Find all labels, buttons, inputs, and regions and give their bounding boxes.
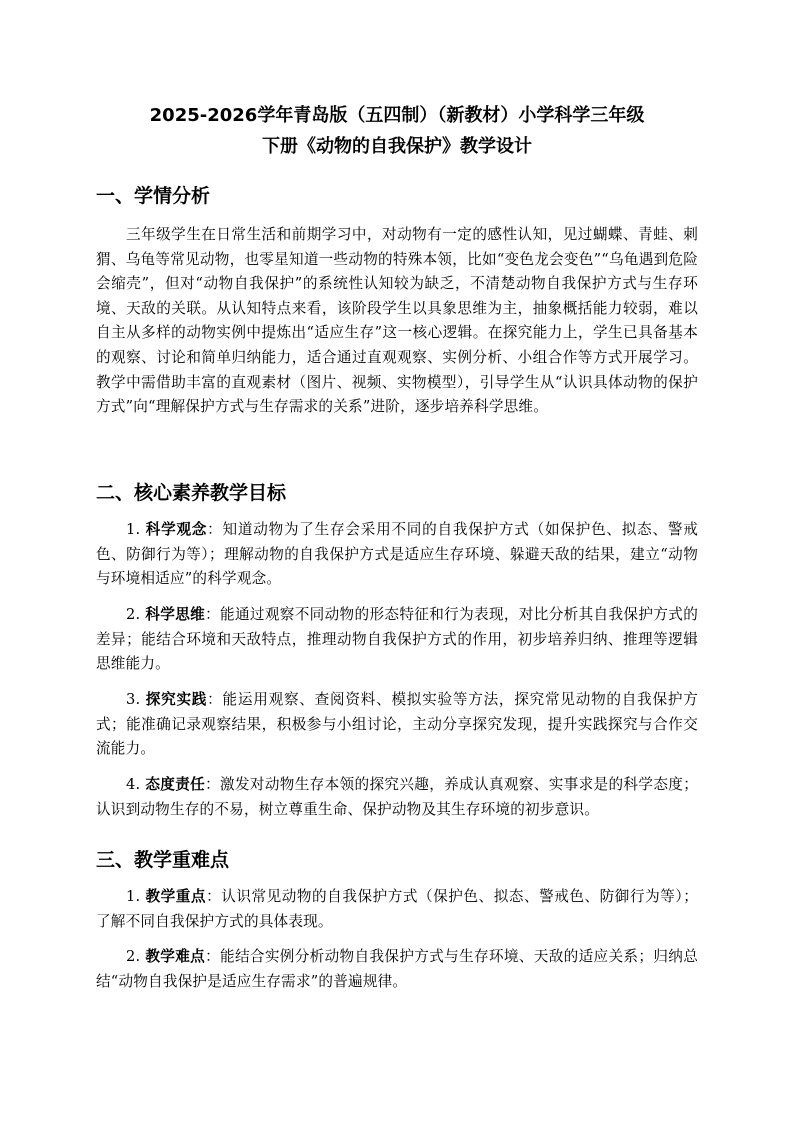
goal-item — [96, 688, 698, 762]
keypoint-item — [96, 885, 698, 934]
goal-item-label: 科学思维 — [145, 606, 206, 623]
goal-item-text: ：能通过观察不同动物的形态特征和行为表现，对比分析其自我保护方式的差异；能结合环境和天敌特点，推理动物自我保护方式的作用，初步培养归纳、推理等逻辑思维能力。 — [96, 606, 698, 673]
keypoint-item-text: ：认识常见动物的自我保护方式（保护色、拟态、警戒色、防御行为等）；了解不同自我保护方式的具体表现。 — [96, 888, 698, 930]
goal-item-text: ：能运用观察、查阅资料、模拟实验等方法，探究常见动物的自我保护方式；能准确记录观察结果，积极参与小组讨论，主动分享探究发现，提升实践探究与合作交流能力。 — [96, 691, 698, 758]
keypoint-item-label: 教学重点 — [145, 888, 207, 905]
keypoint-item-number: 1. — [126, 888, 141, 905]
section-heading-goals: 二、核心素养教学目标 — [96, 482, 287, 504]
section-heading-analysis: 一、学情分析 — [96, 185, 211, 207]
goal-item-label: 探究实践 — [145, 691, 208, 708]
goal-item — [96, 518, 698, 592]
document-title-line-2: 下册《动物的自我保护》教学设计 — [262, 136, 532, 157]
keypoint-item — [96, 945, 698, 994]
goal-item-number: 3. — [126, 691, 141, 708]
goal-item-text: ：激发对动物生存本领的探究兴趣，养成认真观察、实事求是的科学态度；认识到动物生存的不易，树立尊重生命、保护动物及其生存环境的初步意识。 — [96, 776, 698, 818]
keypoint-item-text: ：能结合实例分析动物自我保护方式与生存环境、天敌的适应关系；归纳总结“动物自我保护是适应生存需求”的普遍规律。 — [96, 948, 698, 990]
goal-item-number: 4. — [126, 776, 141, 793]
goal-item-number: 2. — [126, 606, 141, 623]
goal-item-text: ：知道动物为了生存会采用不同的自我保护方式（如保护色、拟态、警戒色、防御行为等）；理解动物的自我保护方式是适应生存环境、躲避天敌的结果，建立“动物与环境相适应”的科学观念。 — [96, 521, 698, 588]
goal-item — [96, 603, 698, 677]
keypoint-item-number: 2. — [126, 948, 141, 965]
section-heading-keypoints: 三、教学重难点 — [96, 849, 230, 871]
goal-item — [96, 773, 698, 822]
analysis-paragraph: 三年级学生在日常生活和前期学习中，对动物有一定的感性认知，见过蝴蝶、青蛙、刺猬、乌龟等常见动物，也零星知道一些动物的特殊本领，比如“变色龙会变色”“乌龟遇到危险会缩壳”，但对“动物自我保护”的系统性认知较为缺乏，不清楚动物自我保护方式与生存环境、天敌的关联。从认知特点来看，该阶段学生以具象思维为主，抽象概括能力较弱，难以自主从多样的动物实例中提炼出“适应生存”这一核心逻辑。在探究能力上，学生已具备基本的观察、讨论和简单归纳能力，适合通过直观观察、实例分析、小组合作等方式开展学习。教学中需借助丰富的直观素材（图片、视频、实物模型），引导学生从“认识具体动物的保护方式”向“理解保护方式与生存需求的关系”进阶，逐步培养科学思维。 — [96, 226, 698, 416]
document-title-line-1: 2025-2026学年青岛版（五四制）（新教材）小学科学三年级 — [149, 105, 645, 126]
goal-item-number: 1. — [126, 521, 141, 538]
goal-item-label: 态度责任 — [145, 776, 206, 793]
keypoint-item-label: 教学难点 — [145, 948, 206, 965]
goal-item-label: 科学观念 — [145, 521, 208, 538]
